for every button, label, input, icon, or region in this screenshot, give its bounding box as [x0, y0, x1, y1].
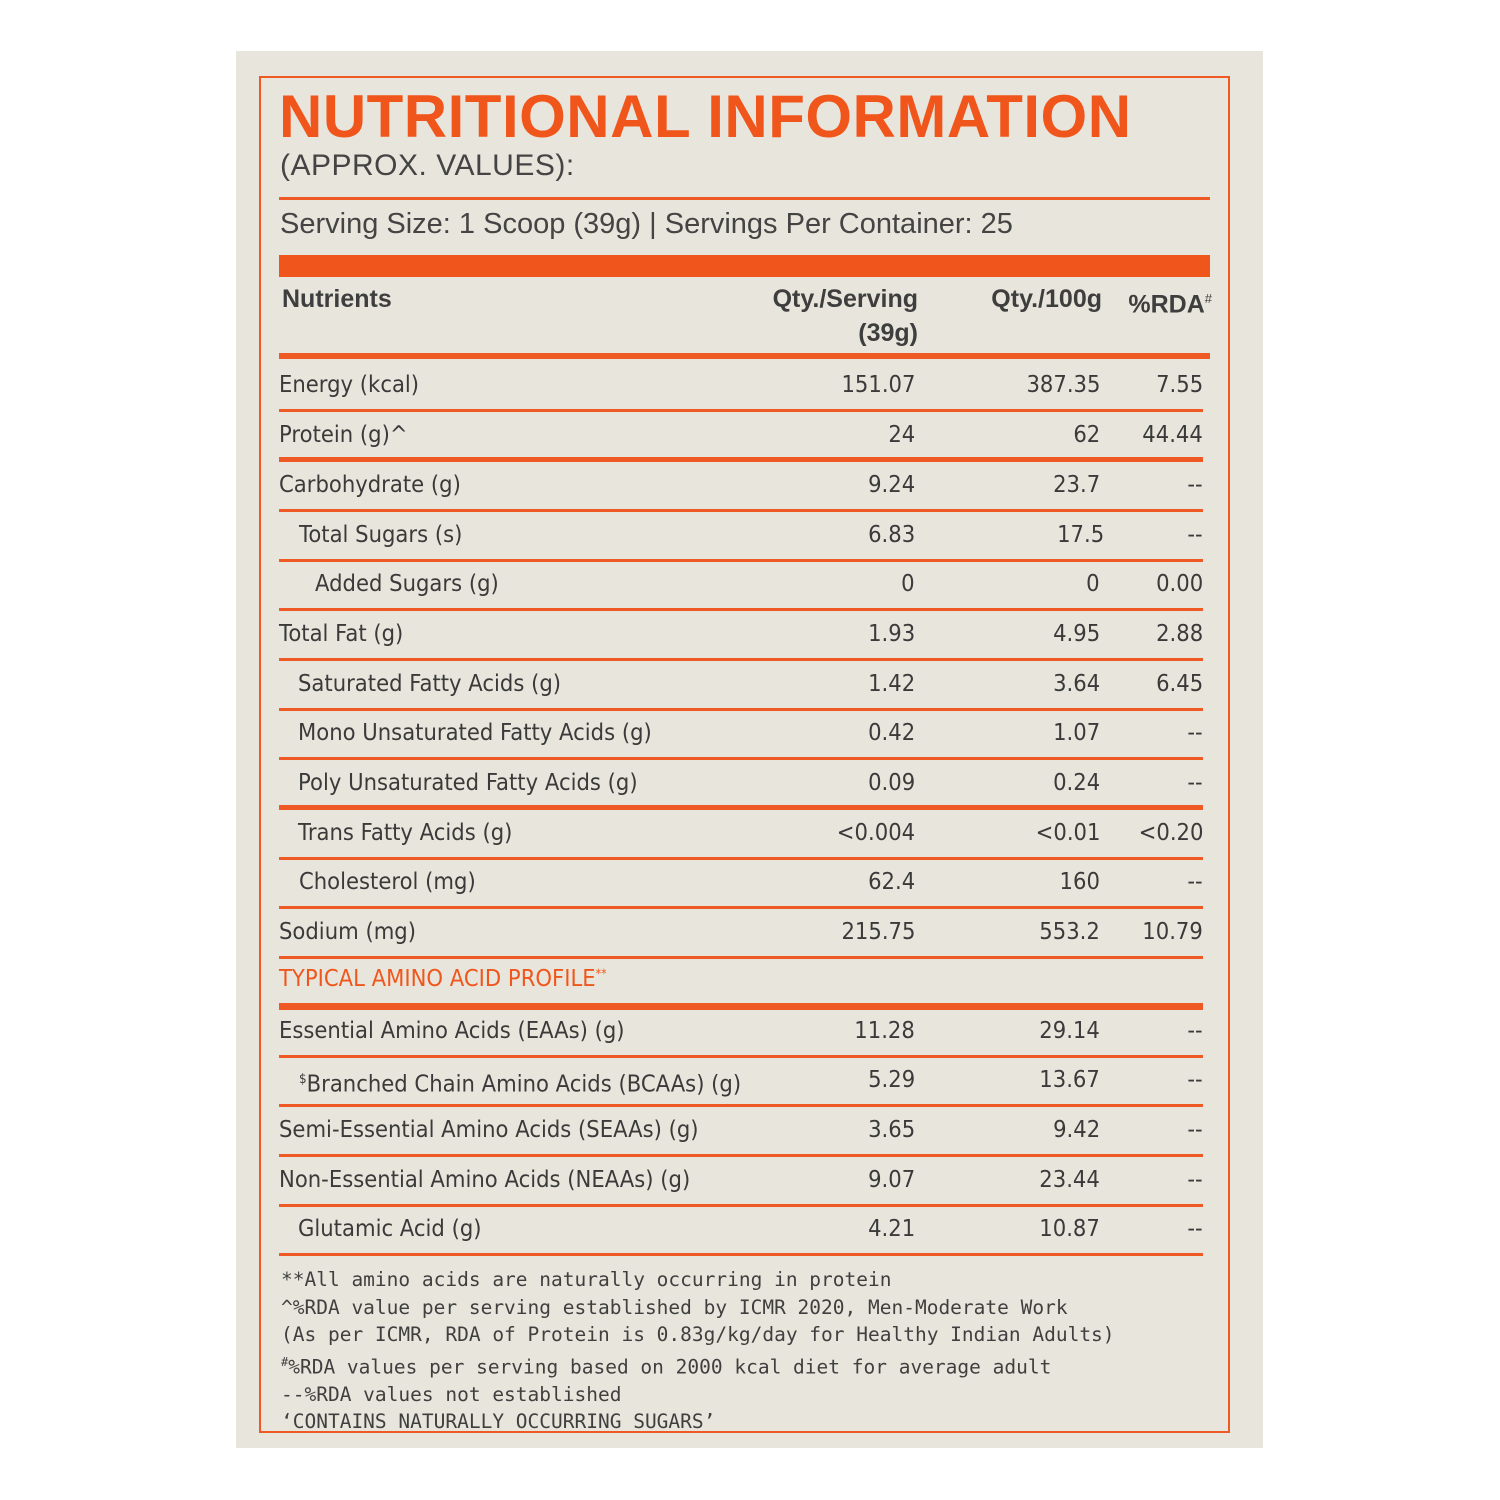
table-row [279, 859, 1203, 909]
table-row [279, 462, 1203, 512]
table-row [279, 1107, 1203, 1157]
table-row [279, 1057, 1203, 1107]
row-per-serving: 5.29 [867, 1067, 915, 1093]
table-row [279, 661, 1203, 711]
row-rda: -- [1187, 1067, 1203, 1093]
row-per-serving: 9.24 [867, 472, 915, 498]
header-qty-serving-line2: (39g) [858, 319, 918, 347]
row-per-serving: 0 [901, 571, 915, 597]
row-rda: -- [1187, 1216, 1203, 1242]
row-per-serving: 4.21 [867, 1216, 915, 1242]
row-rda: -- [1187, 1018, 1203, 1044]
row-per-100g: 553.2 [1039, 919, 1100, 945]
row-per-100g: 29.14 [1039, 1018, 1100, 1044]
table-row [279, 611, 1203, 661]
row-label: Energy (kcal) [279, 372, 420, 398]
footnotes [281, 1266, 1115, 1436]
row-per-100g: 62 [1073, 422, 1100, 448]
row-rda: -- [1187, 1167, 1203, 1193]
header-qty-100g: Qty./100g [991, 285, 1102, 313]
header-bar [279, 255, 1210, 277]
footnote-kcal [281, 1349, 1115, 1381]
row-per-serving: 0.42 [867, 720, 915, 746]
row-per-serving: 3.65 [867, 1117, 915, 1143]
row-label: Protein (g)^ [279, 422, 408, 448]
table-row [279, 561, 1203, 611]
table-row [279, 412, 1203, 462]
page-title: NUTRITIONAL INFORMATION [279, 83, 1132, 150]
row-label: Total Sugars (s) [299, 522, 463, 548]
row-per-100g: 23.44 [1039, 1167, 1100, 1193]
row-label: Glutamic Acid (g) [298, 1216, 482, 1242]
row-rda: 6.45 [1155, 671, 1203, 697]
row-rda: -- [1187, 522, 1203, 548]
divider [279, 197, 1210, 200]
row-label: Poly Unsaturated Fatty Acids (g) [298, 770, 638, 796]
row-per-serving: 11.28 [854, 1018, 915, 1044]
row-per-serving: 24 [888, 422, 915, 448]
table-row [279, 760, 1203, 810]
table-row [279, 810, 1203, 860]
row-rda: -- [1187, 1117, 1203, 1143]
row-per-100g: 0 [1086, 571, 1100, 597]
header-rda [1110, 282, 1212, 321]
row-per-100g: <0.01 [1035, 820, 1100, 846]
footnote-not-established: --%RDA values not established [281, 1382, 622, 1406]
table-row [279, 909, 1203, 959]
row-per-serving: <0.004 [836, 820, 915, 846]
row-rda: -- [1187, 472, 1203, 498]
header-nutrients: Nutrients [282, 285, 392, 313]
row-per-serving: 9.07 [867, 1167, 915, 1193]
row-per-100g: 4.95 [1052, 621, 1100, 647]
row-label: Cholesterol (mg) [299, 869, 476, 895]
row-label: Trans Fatty Acids (g) [298, 820, 513, 846]
row-label: Sodium (mg) [279, 919, 416, 945]
header-qty-serving-line1: Qty./Serving [772, 285, 918, 313]
row-label: Total Fat (g) [279, 621, 404, 647]
row-per-100g: 387.35 [1025, 372, 1100, 398]
row-per-serving: 0.09 [867, 770, 915, 796]
table-row [279, 1008, 1203, 1058]
row-per-serving: 6.83 [867, 522, 915, 548]
row-label [299, 1065, 741, 1100]
table-row [279, 710, 1203, 760]
row-per-100g: 13.67 [1039, 1067, 1100, 1093]
amino-heading-text: TYPICAL AMINO ACID PROFILE [279, 966, 596, 992]
row-label: Added Sugars (g) [315, 571, 499, 597]
row-rda: 0.00 [1155, 571, 1203, 597]
row-label: Saturated Fatty Acids (g) [298, 671, 562, 697]
row-per-100g: 160 [1059, 869, 1100, 895]
row-label: Mono Unsaturated Fatty Acids (g) [298, 720, 652, 746]
row-rda: <0.20 [1138, 820, 1203, 846]
row-label: Semi-Essential Amino Acids (SEAAs) (g) [279, 1117, 699, 1143]
row-divider [279, 1253, 1203, 1256]
header-divider [279, 353, 1210, 359]
row-per-serving: 151.07 [840, 372, 915, 398]
row-per-serving: 1.42 [867, 671, 915, 697]
row-label: Carbohydrate (g) [279, 472, 461, 498]
row-rda: -- [1187, 720, 1203, 746]
row-per-100g: 23.7 [1052, 472, 1100, 498]
row-divider [279, 956, 1203, 959]
row-label: Non-Essential Amino Acids (NEAAs) (g) [279, 1167, 691, 1193]
table-row [279, 1157, 1203, 1207]
serving-info: Serving Size: 1 Scoop (39g) | Servings Per Container: 25 [280, 208, 1013, 240]
footnote-protein-rda: ^%RDA value per serving established by ICMR 2020, Men-Moderate Work [281, 1295, 1068, 1319]
table-row [279, 362, 1203, 412]
amino-section-heading [279, 966, 607, 992]
row-per-serving: 215.75 [840, 919, 915, 945]
row-rda: -- [1187, 869, 1203, 895]
row-rda: 44.44 [1142, 422, 1203, 448]
header-rda-label: %RDA [1128, 290, 1205, 319]
footnote-amino: **All amino acids are naturally occurring in protein [281, 1268, 892, 1291]
row-per-100g: 10.87 [1039, 1216, 1100, 1242]
row-rda: 2.88 [1155, 621, 1203, 647]
row-rda: -- [1187, 770, 1203, 796]
header-rda-mark: # [1204, 291, 1212, 306]
footnote-kcal-mark: # [281, 1354, 289, 1369]
footnote-kcal-text: %RDA values per serving based on 2000 kcal diet for average adult [288, 1355, 1052, 1379]
row-per-serving: 1.93 [867, 621, 915, 647]
row-rda: 7.55 [1155, 372, 1203, 398]
table-row [279, 1206, 1203, 1256]
footnote-sugars: ‘CONTAINS NATURALLY OCCURRING SUGARS’ [281, 1410, 716, 1434]
row-per-100g: 0.24 [1052, 770, 1100, 796]
subtitle: (APPROX. VALUES): [280, 149, 575, 182]
header-qty-serving [740, 282, 918, 350]
row-per-serving: 62.4 [867, 869, 915, 895]
amino-heading-mark: ** [595, 966, 607, 981]
footnote-icmr: (As per ICMR, RDA of Protein is 0.83g/kg/day for Healthy Indian Adults) [281, 1323, 1115, 1347]
row-per-100g: 9.42 [1052, 1117, 1100, 1143]
row-per-100g: 1.07 [1052, 720, 1100, 746]
row-per-100g: 3.64 [1052, 671, 1100, 697]
row-rda: 10.79 [1142, 919, 1203, 945]
bcaa-mark: $ [299, 1072, 307, 1087]
row-per-100g: 17.5 [1056, 522, 1104, 548]
table-row [279, 512, 1203, 562]
row-label: Essential Amino Acids (EAAs) (g) [279, 1018, 625, 1044]
bcaa-label: Branched Chain Amino Acids (BCAAs) (g) [306, 1071, 742, 1098]
